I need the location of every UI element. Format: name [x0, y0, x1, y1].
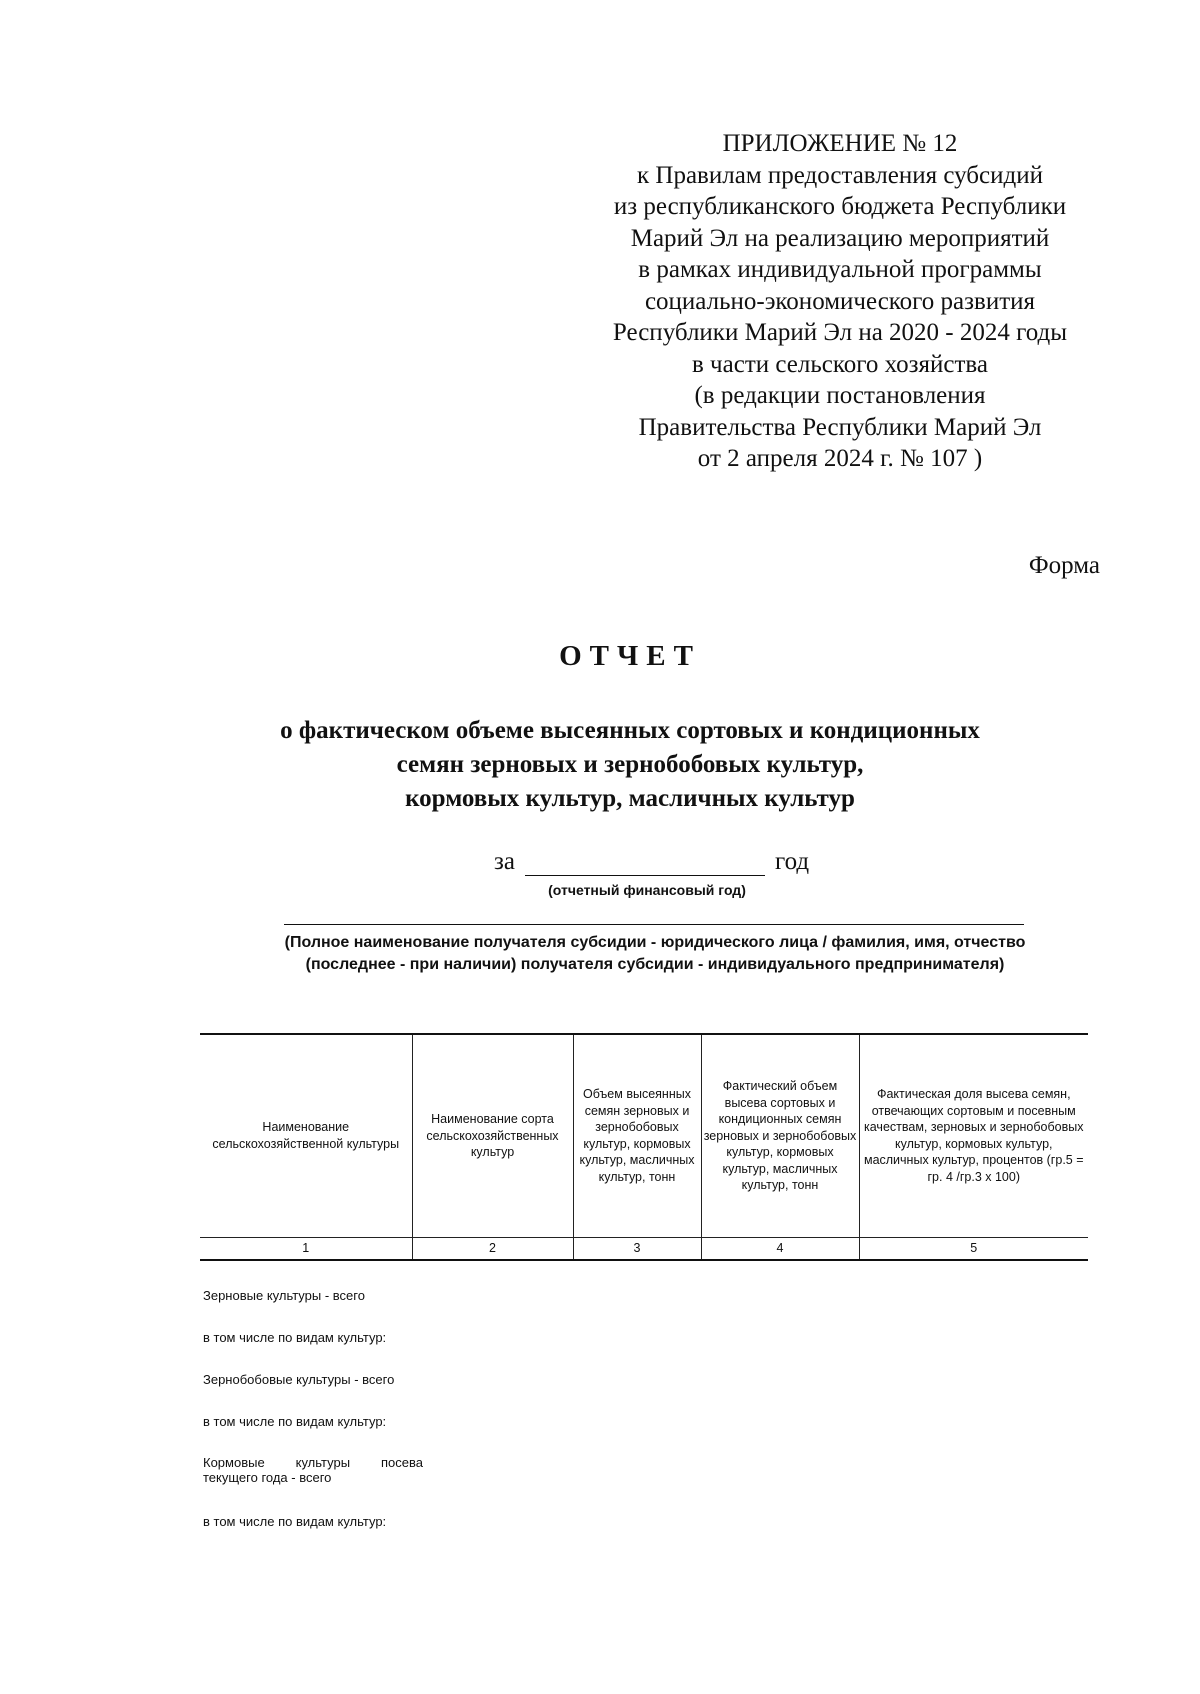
column-number: 5 — [859, 1237, 1088, 1260]
appendix-line: социально-экономического развития — [644, 287, 1036, 315]
recipient-name-hint — [250, 932, 1060, 976]
column-number-row — [200, 1237, 1088, 1260]
year-prefix: за — [494, 848, 515, 875]
column-number: 2 — [412, 1237, 573, 1260]
category-legume-by-type: в том числе по видам культур: — [203, 1414, 387, 1429]
column-header-variety-name: Наименование сорта сельскохозяйственных культур — [412, 1034, 573, 1237]
appendix-line: в рамках индивидуальной программы — [638, 256, 1042, 283]
column-header-actual-share: Фактическая доля высева семян, отвечающих сортовым и посевным качествам, зерновых и зернобобовых культур, кормовых культур, масличных культур, процентов (гр.5 = гр. 4 /гр.3 х 100) — [859, 1034, 1088, 1237]
report-title: ОТЧЕТ — [559, 640, 701, 672]
reporting-year-field[interactable] — [525, 851, 765, 876]
appendix-line: к Правилам предоставления субсидий — [637, 161, 1043, 189]
category-forage-total: Кормовые культуры посева текущего года - всего — [203, 1455, 423, 1485]
report-subtitle-line: кормовых культур, масличных культур — [405, 785, 855, 812]
appendix-number: ПРИЛОЖЕНИЕ № 12 — [722, 130, 958, 157]
table-header-row — [200, 1034, 1088, 1237]
column-header-crop-name: Наименование сельскохозяйственной культуры — [200, 1034, 412, 1237]
form-label: Форма — [1028, 552, 1100, 579]
category-forage-by-type: в том числе по видам культур: — [203, 1514, 387, 1529]
year-hint: (отчетный финансовый год) — [548, 882, 746, 898]
appendix-line: Республики Марий Эл на 2020 - 2024 годы — [612, 319, 1068, 346]
column-number: 1 — [200, 1237, 412, 1260]
reporting-year-line — [494, 848, 809, 876]
appendix-line: (в редакции постановления — [694, 382, 986, 409]
appendix-header — [570, 128, 1110, 475]
recipient-name-field[interactable] — [284, 924, 1024, 925]
resolution-date: от 2 апреля 2024 г. № 107 ) — [697, 445, 983, 472]
appendix-line: Правительства Республики Марий Эл — [638, 413, 1042, 441]
column-header-sown-volume: Объем высеянных семян зерновых и зернобобовых культур, кормовых культур, масличных культур, тонн — [573, 1034, 701, 1237]
column-header-actual-volume: Фактический объем высева сортовых и кондиционных семян зерновых и зернобобовых культур, кормовых культур, масличных культур, тонн — [701, 1034, 859, 1237]
report-table — [200, 1033, 1088, 1261]
report-subtitle-line: семян зерновых и зернобобовых культур, — [396, 751, 864, 778]
appendix-line: в части сельского хозяйства — [692, 350, 988, 378]
category-legume-total: Зернобобовые культуры - всего — [203, 1372, 395, 1387]
year-suffix: год — [774, 848, 810, 875]
appendix-line: из республиканского бюджета Республики — [613, 193, 1067, 220]
report-subtitle — [150, 714, 1110, 816]
recipient-name-hint-line: (последнее - при наличии) получателя субсидии - индивидуального предпринимателя) — [305, 956, 1005, 973]
recipient-name-hint-line: (Полное наименование получателя субсидии - юридического лица / фамилия, имя, отчество — [284, 934, 1026, 951]
category-grain-by-type: в том числе по видам культур: — [203, 1330, 387, 1345]
column-number: 3 — [573, 1237, 701, 1260]
report-subtitle-line: о фактическом объеме высеянных сортовых и кондиционных — [280, 717, 980, 744]
column-number: 4 — [701, 1237, 859, 1260]
appendix-line: Марий Эл на реализацию мероприятий — [630, 224, 1050, 252]
category-grain-total: Зерновые культуры - всего — [203, 1288, 365, 1303]
